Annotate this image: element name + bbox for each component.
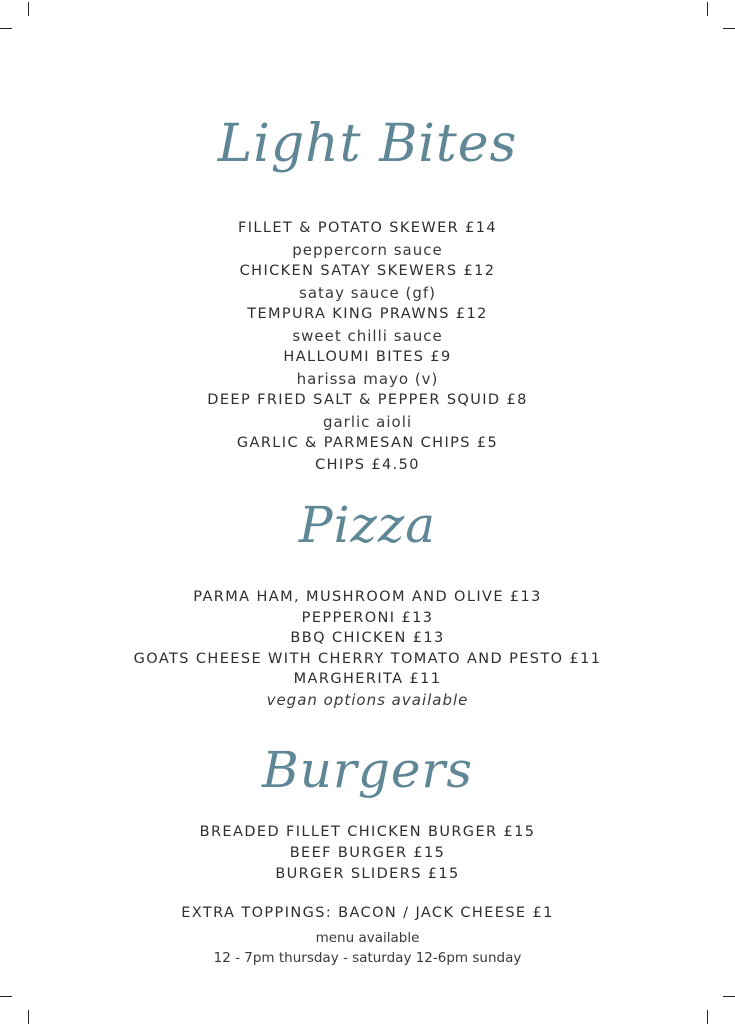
availability-note	[0, 928, 735, 968]
crop-mark	[0, 28, 12, 29]
menu-item: FILLET & POTATO SKEWER £14	[237, 220, 497, 236]
menu-item: PEPPERONI £13	[301, 609, 434, 626]
section-heading-pizza: Pizza	[298, 496, 437, 554]
menu-item: MARGHERITA £11	[293, 671, 442, 687]
extra-toppings-text: EXTRA TOPPINGS: BACON / JACK CHEESE £1	[181, 905, 554, 921]
menu-item: BURGER SLIDERS £15	[275, 866, 460, 882]
menu-item-description: harissa mayo (v)	[296, 369, 439, 388]
extra-toppings	[0, 903, 735, 925]
menu-item: GARLIC & PARMESAN CHIPS £5	[236, 435, 499, 451]
menu-note-vegan: vegan options available	[266, 690, 469, 709]
section-heading-light-bites: Light Bites	[217, 114, 518, 174]
light-bites-list	[0, 218, 735, 476]
burgers-list	[0, 822, 735, 885]
crop-mark	[723, 996, 735, 997]
menu-item-description: peppercorn sauce	[292, 240, 443, 259]
availability-line-2: 12 - 7pm thursday - saturday 12-6pm sunday	[213, 950, 522, 966]
menu-item: BREADED FILLET CHICKEN BURGER £15	[199, 824, 536, 840]
crop-mark	[28, 1010, 29, 1024]
menu-item-description: sweet chilli sauce	[292, 326, 443, 345]
menu-item: CHIPS £4.50	[315, 456, 420, 473]
crop-mark	[707, 2, 708, 16]
menu-item-description: satay sauce (gf)	[299, 283, 436, 302]
section-heading-burgers: Burgers	[261, 741, 473, 799]
menu-item: DEEP FRIED SALT & PEPPER SQUID £8	[207, 392, 528, 408]
menu-item: GOATS CHEESE WITH CHERRY TOMATO AND PESTO £11	[133, 650, 602, 667]
menu-item: TEMPURA KING PRAWNS £12	[247, 306, 488, 322]
crop-mark	[707, 1010, 708, 1024]
crop-mark	[28, 2, 29, 16]
menu-item: CHICKEN SATAY SKEWERS £12	[239, 263, 496, 279]
crop-mark	[723, 28, 735, 29]
crop-mark	[0, 996, 12, 997]
menu-item: BEEF BURGER £15	[289, 845, 446, 861]
availability-line-1: menu available	[315, 930, 420, 946]
pizza-list	[0, 587, 735, 710]
menu-item: BBQ CHICKEN £13	[290, 630, 445, 646]
menu-item: HALLOUMI BITES £9	[283, 349, 452, 365]
menu-item-description: garlic aioli	[322, 412, 413, 431]
menu-item: PARMA HAM, MUSHROOM AND OLIVE £13	[193, 589, 542, 605]
